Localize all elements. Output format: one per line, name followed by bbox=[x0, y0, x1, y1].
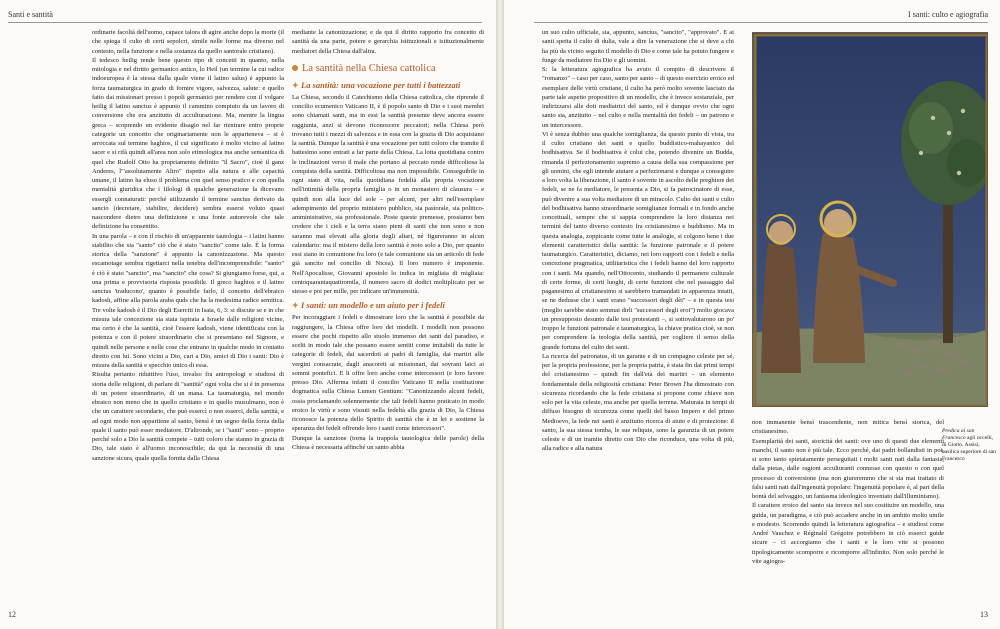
bullet-dot-icon bbox=[292, 65, 298, 71]
text-column-1 bbox=[92, 28, 284, 608]
text-column-2 bbox=[752, 418, 944, 590]
subheading-text: La santità: una vocazione per tutti i battezzati bbox=[301, 79, 461, 90]
diamond-bullet-icon: ✦ bbox=[292, 301, 299, 311]
paragraph: ordinarie facoltà dell'uomo, capace talora di agire anche dopo la morte (il che spiega il culto di certi sepolcri, simile nelle forme ma diverso nel contesto, nella funzione e nella sostanza da quello santorale cristiano). bbox=[92, 29, 284, 55]
header-rule bbox=[8, 22, 482, 23]
paragraph: non immanente bensì trascendente, non mitica bensì storica, del cristianesimo. bbox=[752, 419, 944, 436]
fresco-illustration bbox=[752, 32, 988, 407]
figure-caption bbox=[942, 428, 998, 463]
section-heading bbox=[292, 62, 484, 76]
left-page bbox=[0, 0, 496, 629]
paragraph: La Chiesa, secondo il Catechismo della Chiesa cattolica, che riprende il concilio ecumenico Vaticano II, è il popolo santo di Dio e i suoi membri sono chiamati santi, ma in essi la santità presente deve ancora essere raggiunta, anzi si devono riconoscere peccatori; nella Chiesa però trovano tutti i mezzi di salvezza e in essa con la grazia di Dio acquistano la santità. Dunque la santità è una vocazione per tutti coloro che tramite il battesimo sono entrati a far parte della Chiesa. La lotta quotidiana contro le inclinazioni verso il male che portano al peccato rende difficoltosa la conquista della santità. Difficoltosa ma non impossibile. Conseguibile in ogni stato di vita, nella quotidiana fedeltà alla propria vocazione nell'intimità della propria famiglia o in un monastero di clausura – e quindi non alla luce del sole – per alcuni, per altri nell'esemplare adempimento del proprio ministero pubblico, sia pastorale, sia politico-amministrativo, sia professionale. Poste queste premesse, possiamo ben credere che i cieli e la terra siano pieni di santi che non sono e non saranno mai elevati alla gloria degli altari, né figureranno in alcun calendario: ma il mistero della loro santità è noto solo a Dio, per quanto essi siano in comunione fra loro (e tale comunione sia un articolo di fede già sancito nel concilio di Nicea). Il loro numero è imponente. Nell'Apocalisse, Giovanni apostolo lo indica in migliaia di migliaia: centoquarantaquattromila, il numero sacro di dodici moltiplicato per se stesso e poi per mille, per indicare un'immensità. bbox=[292, 93, 484, 295]
header-rule bbox=[534, 22, 988, 23]
caption-text: agli uccelli, di Giotto. Assisi, basilica superiore di san Francesco bbox=[942, 435, 996, 462]
caption-title: Predica ai san Francesco bbox=[942, 428, 975, 441]
book-gutter bbox=[496, 0, 504, 629]
text-column-2 bbox=[292, 28, 484, 608]
paragraph: Per incoraggiare i fedeli e dimostrare loro che la santità è possibile da raggiungere, la Chiesa offre loro dei modelli. I modelli non possono essere che pochi rispetto allo stuolo immenso dei santi del paradiso, e scelti in modo tale che possano essere sentiti come imitabili da tutte le categorie di fedeli, dai sacerdoti ai padri di famiglia, dai martiri alle vergini consacrate, dagli anacoreti ai missionari, dai sovrani laici ai sommi pontefici. E li offre loro anche come intercessori (e loro favore presso Dio. Afferma infatti il concilio Vaticano II nella costituzione dogmatica sulla Chiesa Lumen Gentium: "Canonizzando alcuni fedeli, ossia proclamando solennemente che tali fedeli hanno praticato in modo eroico le virtù e sono vissuti nella fedeltà alla grazia di Dio, la Chiesa riconosce la potenza dello Spirito di santità che è in lei e sostiene la speranza dei fedeli offrendo loro i santi come intercessori". bbox=[292, 314, 484, 433]
subheading bbox=[292, 300, 484, 310]
paragraph: Dunque la sanzione (torna la trappola tautologica delle parole) della Chiesa è necessaria affinché un santo abbia bbox=[292, 434, 484, 451]
paragraph: Risulta pertanto ridutttivo l'uso, invalso fra antropologi e studiosi di storia delle religioni, di parlare di "santità" ogni volta che si è in presenza di un potere straordinario, di un mana. La taumaturgia, nel mondo ebraico non meno che in quello cristiano e in quello musulmano, non è che un carattere secondario, che può essercì o non esserci, della santità, e ad ogni modo non appartiene al santo, bensì è un segno della forza della quale il santo può esser mediatore. D'altronde, se i "santi" sono – proprio perché solo a Dio la santità compete – tutti coloro che stanno in grazia di Dio, tale stato è all'uomo inconoscibile; da qui la necessità di una sanzione sicura, quale quella fornita dalla Chiesa bbox=[92, 371, 284, 462]
paragraph: Esemplarità dei santi, storicità dei santi: ove uno di questi due elementi manchi, il santo non è più tale. Ecco perché, dai padri bollandisti in poi, si sono tanto spietatamente perseguitati i molti santi nati dalla fantasia, dalla pietas, dalle ragioni acculturanti connesse con questo o con quel processo di conversione (ma non giureremmo che si sia mai trattato di falsi santi nati dall'ingenuità popolare: l'ingenuità popolare è, al pari della bontà del selvaggio, un fantasma ideologico inventato dall'illuminismo). bbox=[752, 437, 944, 500]
section-heading-text: La santità nella Chiesa cattolica bbox=[302, 62, 436, 74]
subheading bbox=[292, 80, 484, 90]
running-head: I santi: culto e agiografia bbox=[908, 10, 988, 19]
paragraph: S: la letteratura agiografica ha avuto il compito di descrivere il "romanzo" – caso per caso, santo per santo – di questo esercizio eroico ed esemplare delle virtù cristiane, il culto ha però molto sovente lasciato da parte tale aspetto propositivo di un modello, che è invece sostanziale, per indirizzarsi alle doti mediatrici del santo, ed è dunque ovvio che ogni santo sia, anzitutto – nel culto e nella mentalità dei fedeli – un patrono e un intercessore. bbox=[542, 66, 734, 129]
paragraph: un suo culto ufficiale, sia, appunto, sanctus, "sancito", "approvato". E ai santi spetta il culto di dulia, vale a dire la venerazione che si deve a chi ha più da vicino seguito il modello di Dio e come tale ha potuto fungere e funge da mediatore fra Dio e gli uomini. bbox=[542, 29, 734, 64]
paragraph: mediante la canonizzazione; e da qui il diritto rapporto fra concetto di santità da una parte, potere e gerarchia istituzionali e istituzionalmente mediatori della Chiesa dall'altra. bbox=[292, 29, 484, 55]
paragraph: Il tedesco heilig rende bene questo tipo di concetti in quanto, nella mitologia e nel diritto germanico antico, lo Heil (un termine la cui radice indoeuropea è la stessa dalla quale viene il latino salus) è appunto la forza taumaturgica in grado di fornire vigore, salvezza, salute: e quello fatto dai missionari presso i popoli germanici per rendere con il volgare heilig il latino sanctus è appunto il cammino compiuto da un lavoro di conversione che era anzitutto di acculturazione. Ma, mentre la lingua greca – scoprendo un evidente disagio nel far rientrare entro proprie categorie un concetto che originariamente non le apparteneva – si è arroccata sul termine haghios, il cui significato è molto vicino al latino sacer e si rifà quindi all'area non solo etimologica ma anche semantica di quel che Rudolf Otto ha propriamente definito "il Sacro", cioè il ganz Anderes, l'"assolutamente Altro" rispetto alla natura e alle capacità umane, il latino ha eluso il problema con quel senso pratico e con quella mentalità giuridica che i filologi di qualche generazione fa dicevano essergli connaturati: perché utilizzando il termine sanctus derivato da sancio (decretare, stabilire, decidere) sembra essersi voluto quasi nascondere dietro una definizione e una fonte autorevole che tale definizione ha consentito. bbox=[92, 56, 284, 231]
paragraph: In una parola – e con il rischio di un'apparente tautologia – i latini hanno stabilito che sia "santo" ciò che è stato "sancito" come tale. È la forma storica della "sanzione" è appunto la canonizzazione. Ma questo escamotage sembra rigettarci nella tenebra dell'incomprensibile: "santo" è ciò è stato "sancito", ma "sancito" che cosa? Si giungiamo forse, qui, a una prima e provvisoria risposta possibile. Il greco haghios e il latino sanctus 'traducono', quanto è possibile farlo, il concetto dell'ebraico kadosh, affine alla parola araba quds che ha la medesima radice semitica. Tre volte kadosh è il Dio degli Eserciti in Isaia, 6, 3: si discute se e in che misura tale concezione sia stata ispirata a Israele dalle religioni vicine, ma certo è che la santità, cioè l'essere kadosh, viene identificata con la potenza e con il potere straordinario che si presentano nel Signore, e quindi nelle persone e nelle cose che entrano in qualche modo in contatto diretto con lui. Sono vicini a Dio, cari a Dio, amici di Dio i santi: Dio è misura della santità e specchio unico di essa. bbox=[92, 232, 284, 369]
page-number: 13 bbox=[980, 610, 988, 619]
paragraph: La ricerca del patronatus, di un garante e di un compagno celeste per sé, per la propria professione, per la propria patria, è stata fin dai primi tempi del cristianesimo – quindi fin dall'età dei martiri – un elemento fondamentale della religiosità cristiana: Peter Brown l'ha dimostrato con sicurezza ricordando che la fede cristiana si propone come chiave non solo per la vita celeste, ma anche per quella terrena. Maturata in tempi di diffuso bisogno di sicurezza come quelli del basso Impero e del primo Medioevo, la fede nei santi è anzitutto ricerca di aiuto e di protezione: il santo, la sua stessa tomba, le sue reliquie, sono la garanzia di un potere celeste e di un tramite diretto con Dio che riconduce, una volta di più, alla radice e alla natura bbox=[542, 352, 734, 453]
paragraph: Il carattere eroico del santo sia invece nel suo costituire un modello, una guida, un paradigma, e ciò può accadere anche in un ambito molto umile e modesto. Scorrendo quindi la letteratura agiografica – e studiosi come André Vauchez e Réginald Grégoire potrebbero in ciò esserci guide sicure – ci accorgiamo che i santi e le loro vite si possono tipologicamente scomporre e ricomporre all'infinito. Non solo perché le vite agiogra- bbox=[752, 502, 944, 565]
paragraph: Vi è senza dubbio una qualche somiglianza, da questo punto di vista, tra il culto cristiano dei santi e quello buddistico-mahayanico del bodhisattva. Se il bodhisattva è colui che, potendo divenire un Budda, rimanda il perfezionamento supremo a causa della sua compassione per gli uomini, che egli intende aiutare a perfezionarsi e dunque a conseguire a loro volta la liberazione, il santo è sovente in ascolto delle preghiere dei fedeli, se ne fa mediatore, le presenta a Dio, si fa patrocinatore di esse, può divenire a sua volta mediatore di un miracolo. Culto dei santi e culto del bodhisattva hanno straordinarie somiglianze formali e in fondo anche concettuali, sempre che si sappia comprendere la loro distanza nei termini del tanto diverso contesto fra cristianesimo e buddismo. Ma in questa analogia, zoppicante come tutte le analogie, si colgono bene i due elementi caratteristici della santità: la funzione patronale e il potere taumaturgico. Caratteristici, diciamo, nei loro rapporti con i fedeli e nella concezione pragmatica, utilitaristica che i fedeli hanno del loro rapporto con i santi. Ma quando, nell'Ottocento, studiando il permanere culturale di certe forme, di certi luoghi, di certe funzioni che nel passaggio dal paganesimo al cristianesimo si sarebbero tramandati in apparenza intatti, se ne dedusse che i santi erano "successori degli dèi" – e in questa tesi (meglio sarebbe stato semmai dirli "successori degli eroi") molto giocava un presupposto desunto dalle tesi protestanti –, si sottovalutarono un po' troppo le funzioni patronale e taumaturgica, la chiave pratica cioè, se non per comprendere la teologia della santità, per cogliere il senso della grande fortuna del culto dei santi. bbox=[542, 130, 734, 351]
diamond-bullet-icon: ✦ bbox=[292, 80, 299, 90]
running-head: Santi e santità bbox=[8, 10, 53, 19]
text-column-1 bbox=[542, 28, 734, 608]
subheading-text: I santi: un modello e un aiuto per i fedeli bbox=[301, 300, 445, 311]
right-page bbox=[504, 0, 1000, 629]
page-number: 12 bbox=[8, 610, 16, 619]
fresco-painting-image bbox=[753, 33, 988, 407]
